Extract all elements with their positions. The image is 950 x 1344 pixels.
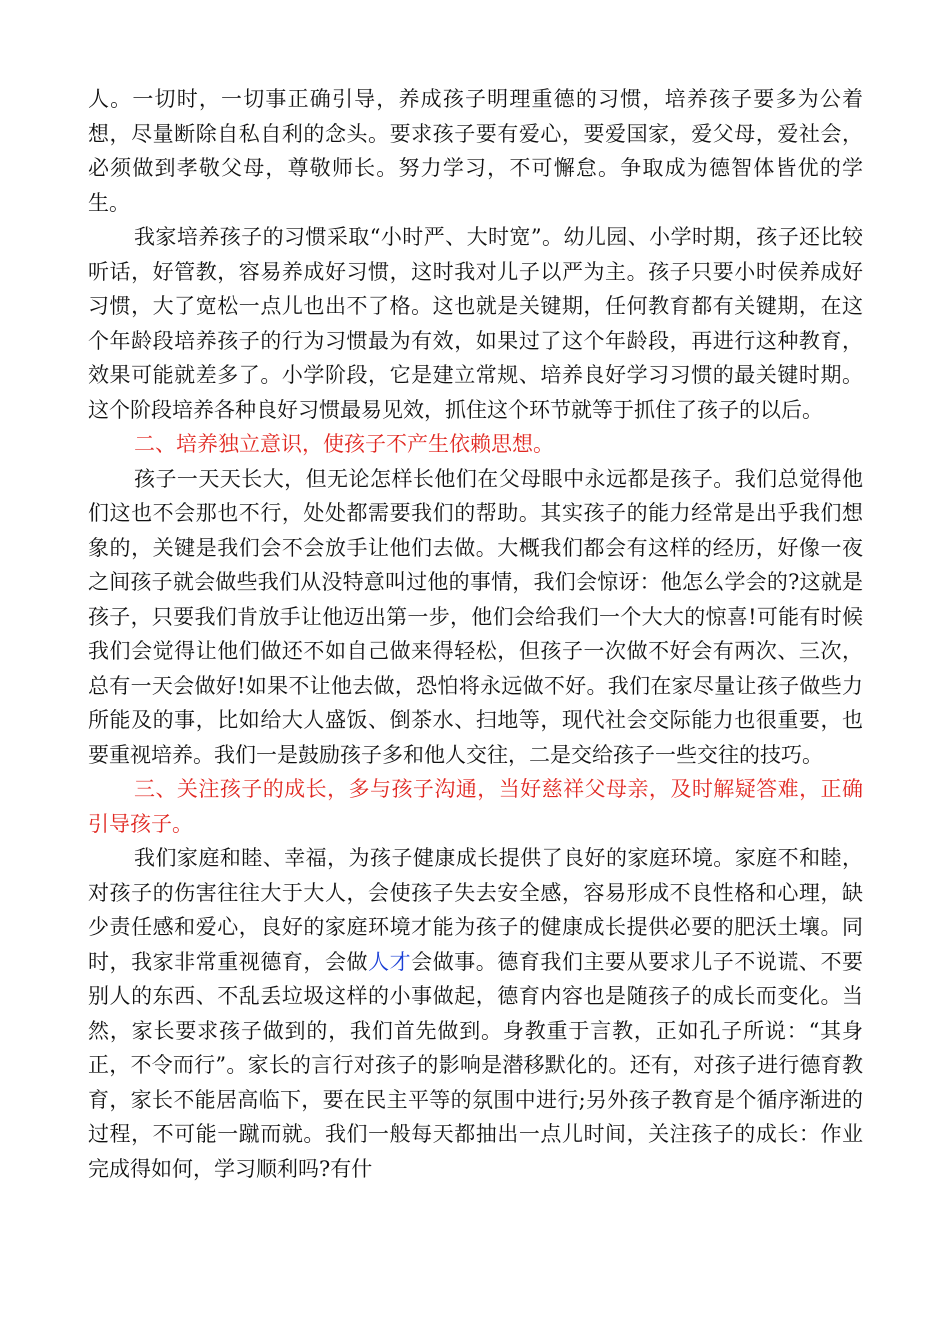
paragraph-4	[88, 841, 863, 1186]
section-heading-2: 二、培养独立意识，使孩子不产生依赖思想。	[134, 432, 554, 456]
talent-link[interactable]: 人才	[368, 949, 412, 974]
document-page	[88, 82, 863, 1186]
section-heading-3: 三、关注孩子的成长，多与孩子沟通，当好慈祥父母亲，及时解疑答难，正确引导孩子。	[88, 777, 863, 836]
paragraph-3: 孩子一天天长大，但无论怎样长他们在父母眼中永远都是孩子。我们总觉得他们这也不会那也不行，处处都需要我们的帮助。其实孩子的能力经常是出乎我们想象的，关键是我们会不会放手让他们去做。大概我们都会有这样的经历，好像一夜之间孩子就会做些我们从没特意叫过他的事情，我们会惊讶：他怎么学会的?这就是孩子，只要我们肯放手让他迈出第一步，他们会给我们一个大大的惊喜!可能有时候我们会觉得让他们做还不如自己做来得轻松，但孩子一次做不好会有两次、三次，总有一天会做好!如果不让他去做，恐怕将永远做不好。我们在家尽量让孩子做些力所能及的事，比如给大人盛饭、倒茶水、扫地等，现代社会交际能力也很重要，也要重视培养。我们一是鼓励孩子多和他人交往，二是交给孩子一些交往的技巧。	[88, 466, 863, 767]
paragraph-4-text-after: 会做事。德育我们主要从要求儿子不说谎、不要别人的东西、不乱丢垃圾这样的小事做起，德育内容也是随孩子的成长而变化。当然，家长要求孩子做到的，我们首先做到。身教重于言教，正如孔子所说：“其身正，不令而行”。家长的言行对孩子的影响是潜移默化的。还有，对孩子进行德育教育，家长不能居高临下，要在民主平等的氛围中进行;另外孩子教育是个循序渐进的过程，不可能一蹴而就。我们一般每天都抽出一点儿时间，关注孩子的成长：作业完成得如何，学习顺利吗?有什	[88, 949, 864, 1181]
paragraph-4-text-before: 我们家庭和睦、幸福，为孩子健康成长提供了良好的家庭环境。家庭不和睦，对孩子的伤害往往大于大人，会使孩子失去安全感，容易形成不良性格和心理，缺少责任感和爱心，良好的家庭环境才能为孩子的健康成长提供必要的肥沃土壤。同时，我家非常重视德育，会做	[88, 846, 863, 974]
paragraph-2: 我家培养孩子的习惯采取“小时严、大时宽”。幼儿园、小学时期，孩子还比较听话，好管教，容易养成好习惯，这时我对儿子以严为主。孩子只要小时侯养成好习惯，大了宽松一点儿也出不了格。这也就是关键期，任何教育都有关键期，在这个年龄段培养孩子的行为习惯最为有效，如果过了这个年龄段，再进行这种教育，效果可能就差多了。小学阶段，它是建立常规、培养良好学习习惯的最关键时期。这个阶段培养各种良好习惯最易见效，抓住这个环节就等于抓住了孩子的以后。	[88, 225, 863, 422]
paragraph-1: 人。一切时，一切事正确引导，养成孩子明理重德的习惯，培养孩子要多为公着想，尽量断除自私自利的念头。要求孩子要有爱心，要爱国家，爱父母，爱社会，必须做到孝敬父母，尊敬师长。努力学习，不可懈怠。争取成为德智体皆优的学生。	[88, 87, 863, 215]
